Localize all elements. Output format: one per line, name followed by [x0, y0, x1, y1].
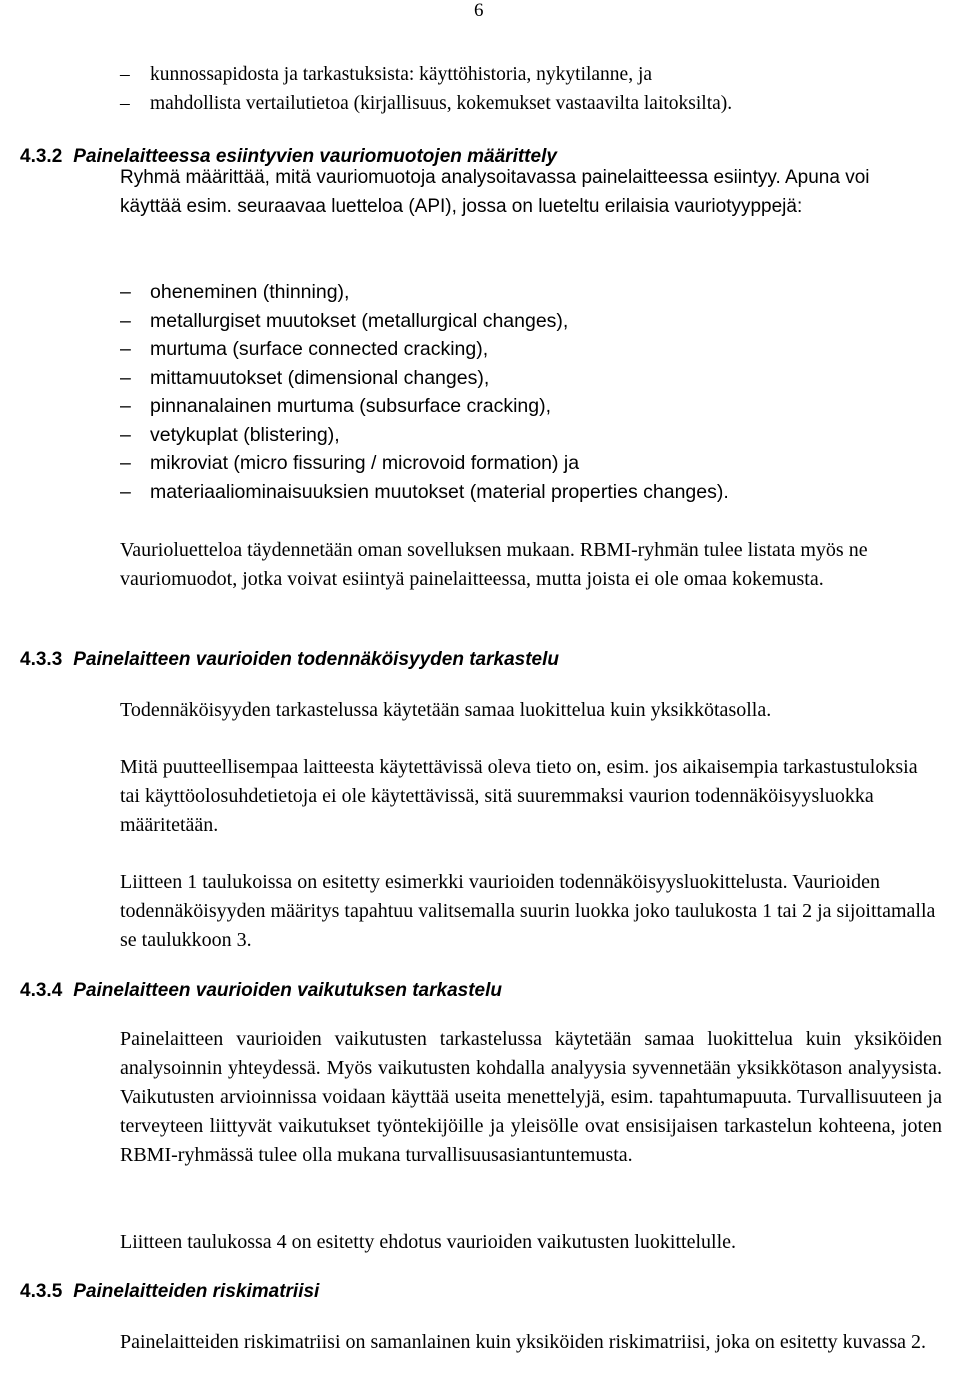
section-title: Painelaitteiden riskimatriisi	[73, 1281, 320, 1302]
section-heading-4-3-3	[20, 648, 559, 672]
list-item: – murtuma (surface connected cracking),	[120, 338, 489, 360]
continued-list	[120, 61, 940, 118]
list-item: – pinnanalainen murtuma (subsurface cracking),	[120, 395, 552, 417]
list-item: – oheneminen (thinning),	[120, 281, 350, 303]
page-number: 6	[474, 0, 484, 21]
paragraph: Mitä puutteellisempaa laitteesta käytettävissä oleva tieto on, esim. jos aikaisempia tarkastustuloksia tai käyttöolosuhdetietoja ei ole käytettävissä, sitä suuremmaksi vaurion todennäköisyysluokka määritetään.	[120, 756, 918, 836]
paragraph: Painelaitteen vaurioiden vaikutusten tarkastelussa käytetään samaa luokittelua kuin yksiköiden analysoinnin yhteydessä. Myös vaikutusten kohdalla analyysia syvennetään yksikkötason analyysista. Vaikutusten arvioinnissa voidaan käyttää useita menettelyjä, esim. tapahtumapuuta. Turvallisuuteen ja terveyteen liittyvät vaikutukset työntekijöille ja yleisölle ovat ensisijaisen tarkastelun kohteena, joten RBMI-ryhmässä tulee olla mukana turvallisuusasiantuntemusta.	[120, 1028, 942, 1166]
section-title: Painelaitteessa esiintyvien vauriomuotojen määrittely	[73, 146, 557, 167]
paragraph: Painelaitteiden riskimatriisi on samanlainen kuin yksiköiden riskimatriisi, joka on esitetty kuvassa 2.	[120, 1331, 926, 1353]
list-item: – materiaaliominaisuuksien muutokset (material properties changes).	[120, 480, 729, 503]
section-number: 4.3.4	[20, 980, 63, 1001]
section-number: 4.3.5	[20, 1281, 63, 1302]
section-number: 4.3.2	[20, 146, 63, 167]
paragraph: Ryhmä määrittää, mitä vauriomuotoja analysoitavassa painelaitteessa esiintyy. Apuna voi käyttää esim. seuraavaa luetteloa (API), jossa on lueteltu erilaisia vauriotyyppejä:	[120, 167, 870, 217]
list-item: – vetykuplat (blistering),	[120, 423, 340, 446]
section-number: 4.3.3	[20, 649, 63, 670]
section-heading-4-3-4	[20, 979, 502, 1003]
paragraph: Vaurioluetteloa täydennetään oman sovelluksen mukaan. RBMI-ryhmän tulee listata myös ne vauriomuodot, jotka voivat esiintyä painelaitteessa, mutta joista ei ole omaa kokemusta.	[120, 539, 868, 590]
list-item: – mahdollista vertailutietoa (kirjallisuus, kokemukset vastaavilta laitoksilta).	[120, 92, 733, 114]
list-item: – mittamuutokset (dimensional changes),	[120, 366, 490, 389]
section-heading-4-3-5	[20, 1280, 319, 1304]
section-title: Painelaitteen vaurioiden todennäköisyyden tarkastelu	[73, 649, 559, 670]
list-item: – mikroviat (micro fissuring / microvoid formation) ja	[120, 452, 580, 474]
paragraph: Liitteen 1 taulukoissa on esitetty esimerkki vaurioiden todennäköisyysluokittelusta. Vaurioiden todennäköisyyden määritys tapahtuu valitsemalla suurin luokka joko taulukosta 1 tai 2 ja sijoittamalla se taulukkoon 3.	[120, 871, 936, 951]
list-item: – metallurgiset muutokset (metallurgical changes),	[120, 309, 569, 332]
section-title: Painelaitteen vaurioiden vaikutuksen tarkastelu	[73, 980, 502, 1001]
list-item: – kunnossapidosta ja tarkastuksista: käyttöhistoria, nykytilanne, ja	[120, 64, 653, 85]
damage-type-list	[120, 278, 940, 506]
paragraph: Todennäköisyyden tarkastelussa käytetään samaa luokittelua kuin yksikkötasolla.	[120, 699, 772, 721]
paragraph: Liitteen taulukossa 4 on esitetty ehdotus vaurioiden vaikutusten luokittelulle.	[120, 1231, 736, 1253]
